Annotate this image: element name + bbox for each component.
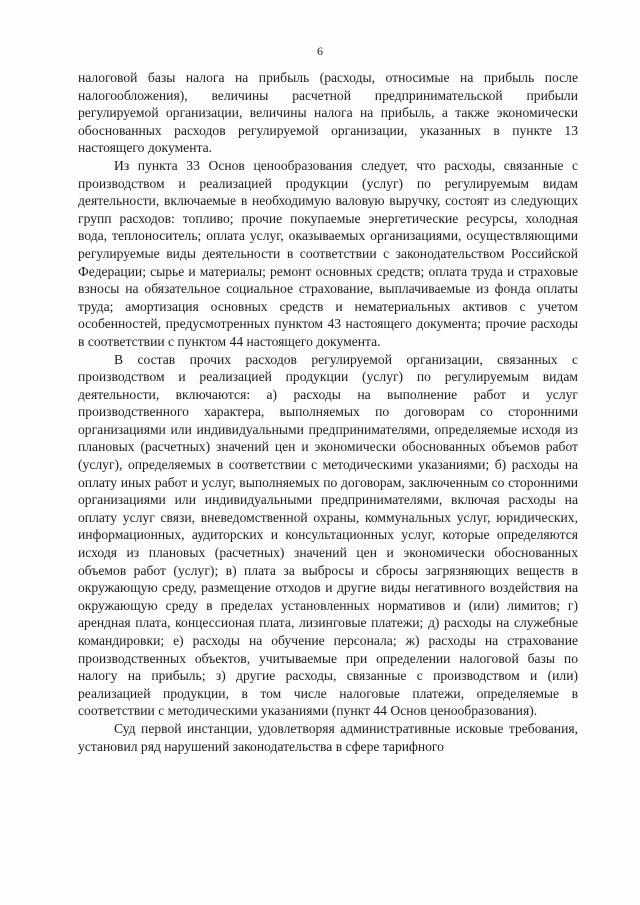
page-number: 6 <box>317 44 323 58</box>
paragraph: налоговой базы налога на прибыль (расходы, относимые на прибыль после налогообложения), величины расчетной предпринимательской прибыли регулируемой организации, величины налога на прибыль, а также экономически обоснованных расходов регулируемой организации, указанных в пункте 13 настоящего документа. <box>78 70 578 156</box>
paragraph: Суд первой инстанции, удовлетворяя административные исковые требования, установил ряд нарушений законодательства в сфере тарифного <box>78 720 578 754</box>
document-body <box>78 69 578 755</box>
paragraph: Из пункта 33 Основ ценообразования следует, что расходы, связанные с производством и реализацией продукции (услуг) по регулируемым видам деятельности, включаемые в необходимую валовую выручку, состоят из следующих групп расходов: топливо; прочие покупаемые энергетические ресурсы, холодная вода, теплоноситель; оплата услуг, оказываемых организациями, осуществляющими регулируемые виды деятельности в соответствии с законодательством Российской Федерации; сырье и материалы; ремонт основных средств; оплата труда и страховые взносы на обязательное социальное страхование, выплачиваемые из фонда оплаты труда; амортизация основных средств и нематериальных активов с учетом особенностей, предусмотренных пунктом 43 настоящего документа; прочие расходы в соответствии с пунктом 44 настоящего документа. <box>78 157 578 349</box>
paragraph: В состав прочих расходов регулируемой организации, связанных с производством и реализацией продукции (услуг) по регулируемым видам деятельности, включаются: а) расходы на выполнение работ и услуг производственного характера, выполняемых по договорам со сторонними организациями или индивидуальными предпринимателями, определяемые исходя из плановых (расчетных) значений цен и экономически обоснованных объемов работ (услуг), определяемых в соответствии с методическими указаниями; б) расходы на оплату иных работ и услуг, выполняемых по договорам, заключенным со сторонними организациями или индивидуальными предпринимателями, включая расходы на оплату услуг связи, вневедомственной охраны, коммунальных услуг, юридических, информационных, аудиторских и консультационных услуг, которые определяются исходя из плановых (расчетных) значений цен и экономически обоснованных объемов работ (услуг); в) плата за выбросы и сбросы загрязняющих веществ в окружающую среду, размещение отходов и другие виды негативного воздействия на окружающую среду в пределах установленных нормативов и (или) лимитов; г) арендная плата, концессионая плата, лизинговые платежи; д) расходы на служебные командировки; е) расходы на обучение персонала; ж) расходы на страхование производственных объектов, учитываемые при определении налоговой базы по налогу на прибыль; з) другие расходы, связанные с производством и (или) реализацией продукции, в том числе налоговые платежи, определяемые в соответствии с методическими указаниями (пункт 44 Основ ценообразования). <box>78 351 578 719</box>
